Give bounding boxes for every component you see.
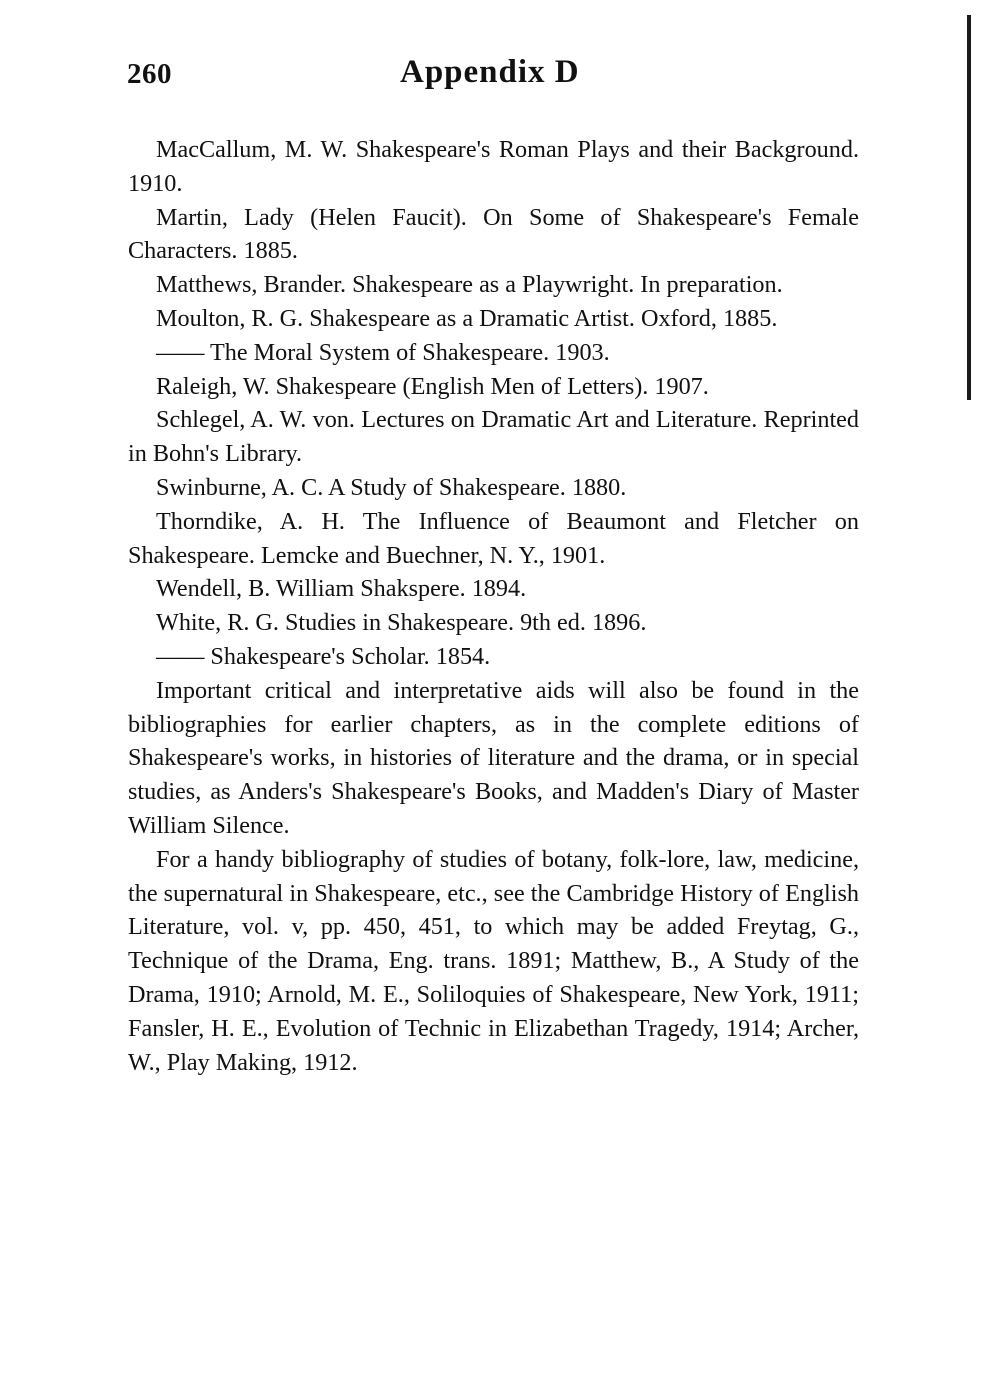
bibliography-entry: Wendell, B. William Shakspere. 1894. [156, 575, 527, 603]
note-paragraph: For a handy bibliography of studies of botany, folk-lore, law, medicine, the supernatural in Shakespeare, etc., see the Cambridge History of English Literature, vol. v, pp. 450, 451, to which may be added Freytag, G., Technique of the Drama, Eng. trans. 1891; Matthew, B., A Study of the Drama, 1910; Arnold, M. E., Soliloquies of Shakespeare, New York, 1911; Fansler, H. E., Evolution of Technic in Elizabethan Tragedy, 1914; Archer, W., Play Making, 1912. [128, 845, 859, 1076]
bibliography-entry: White, R. G. Studies in Shakespeare. 9th ed. 1896. [156, 609, 647, 637]
bibliography-entry: Swinburne, A. C. A Study of Shakespeare. 1880. [156, 473, 627, 501]
bibliography-entry: Raleigh, W. Shakespeare (English Men of Letters). 1907. [156, 372, 709, 400]
running-head: Appendix D [400, 54, 580, 90]
page-body [128, 133, 859, 1079]
page-number: 260 [127, 58, 172, 90]
bibliography-entry: Matthews, Brander. Shakespeare as a Playwright. In preparation. [156, 271, 783, 299]
bibliography-entry: MacCallum, M. W. Shakespeare's Roman Plays and their Background. 1910. [128, 136, 859, 197]
ditto-dash: —— [156, 642, 205, 670]
bibliography-entry: —— The Moral System of Shakespeare. 1903. [156, 338, 610, 366]
bibliography-entry: —— Shakespeare's Scholar. 1854. [156, 642, 491, 670]
bibliography-entry: Moulton, R. G. Shakespeare as a Dramatic Artist. Oxford, 1885. [156, 304, 778, 332]
bibliography-entry: Martin, Lady (Helen Faucit). On Some of Shakespeare's Female Characters. 1885. [128, 203, 859, 265]
bibliography-entry: Schlegel, A. W. von. Lectures on Dramatic Art and Literature. Reprinted in Bohn's Library. [128, 406, 859, 468]
bibliography-entry: Thorndike, A. H. The Influence of Beaumont and Fletcher on Shakespeare. Lemcke and Buechner, N. Y., 1901. [128, 507, 859, 569]
margin-rule [967, 15, 971, 400]
note-paragraph: Important critical and interpretative aids will also be found in the bibliographies for earlier chapters, as in the complete editions of Shakespeare's works, in histories of literature and the drama, or in special studies, as Anders's Shakespeare's Books, and Madden's Diary of Master William Silence. [128, 676, 859, 839]
ditto-dash: —— [156, 338, 205, 366]
